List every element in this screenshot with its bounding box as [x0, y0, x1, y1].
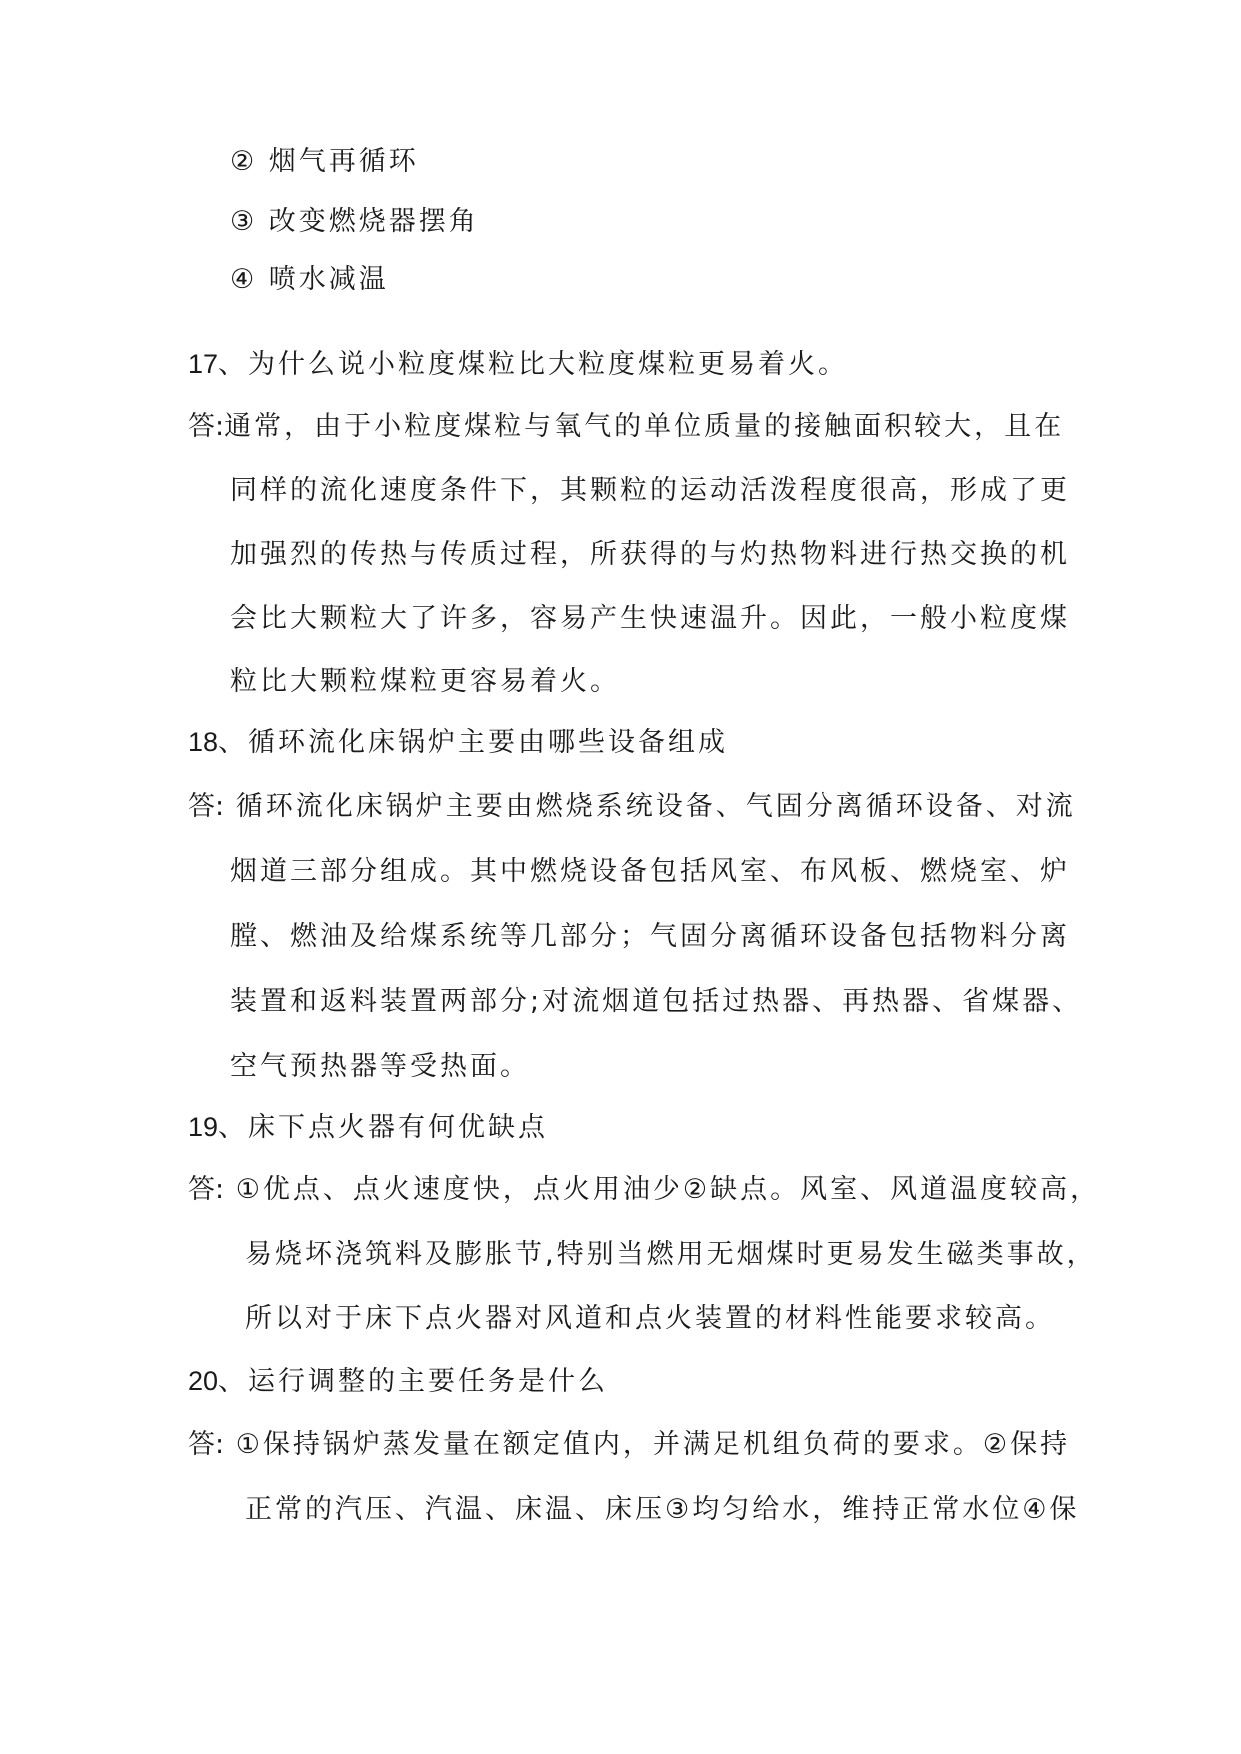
answer-prefix: 答:	[188, 791, 225, 822]
answer-line: 会比大颗粒大了许多，容易产生快速温升。因此，一般小粒度煤	[230, 603, 1070, 634]
question-number: 18	[188, 727, 219, 757]
answer-line: 加强烈的传热与传质过程，所获得的与灼热物料进行热交换的机	[230, 539, 1070, 570]
question-title: 、为什么说小粒度煤粒比大粒度煤粒更易着火。	[218, 349, 849, 380]
answer-line	[188, 1173, 1100, 1207]
question-number: 17	[188, 349, 219, 379]
question-heading	[188, 725, 728, 759]
answer-line	[188, 410, 1064, 444]
list-item: ② 烟气再循环	[230, 146, 419, 177]
question-heading	[188, 1364, 608, 1398]
answer-line: 易烧坏浇筑料及膨胀节,特别当燃用无烟煤时更易发生磁类事故，	[245, 1239, 1097, 1270]
answer-line: 正常的汽压、汽温、床温、床压③均匀给水，维持正常水位④保	[245, 1494, 1080, 1525]
answer-prefix: 答:	[188, 1174, 225, 1205]
question-heading	[188, 347, 848, 381]
question-heading	[188, 1110, 548, 1144]
answer-prefix: 答:	[188, 1429, 225, 1460]
answer-line: 膛、燃油及给煤系统等几部分；气固分离循环设备包括物料分离	[230, 921, 1070, 952]
answer-line: 所以对于床下点火器对风道和点火装置的材料性能要求较高。	[245, 1303, 1055, 1334]
question-title: 、床下点火器有何优缺点	[218, 1112, 549, 1143]
answer-line: 装置和返料装置两部分;对流烟道包括过热器、再热器、省煤器、	[230, 986, 1083, 1017]
answer-line: 粒比大颗粒煤粒更容易着火。	[230, 666, 620, 697]
answer-line: 烟道三部分组成。其中燃烧设备包括风室、布风板、燃烧室、炉	[230, 856, 1070, 887]
question-title: 、运行调整的主要任务是什么	[218, 1366, 609, 1397]
question-number: 19	[188, 1112, 219, 1142]
answer-line	[188, 790, 1076, 824]
question-number: 20	[188, 1366, 219, 1396]
answer-text: ①保持锅炉蒸发量在额定值内，并满足机组负荷的要求。②保持	[235, 1429, 1071, 1460]
answer-line	[188, 1428, 1070, 1462]
list-item: ④ 喷水减温	[230, 264, 389, 295]
answer-text: 循环流化床锅炉主要由燃烧系统设备、气固分离循环设备、对流	[235, 791, 1076, 822]
answer-text: 通常，由于小粒度煤粒与氧气的单位质量的接触面积较大，且在	[224, 411, 1065, 442]
list-item: ③ 改变燃烧器摆角	[230, 206, 479, 237]
answer-prefix: 答:	[188, 411, 225, 442]
answer-line: 空气预热器等受热面。	[230, 1051, 530, 1082]
answer-text: ①优点、点火速度快，点火用油少②缺点。风室、风道温度较高，	[235, 1174, 1101, 1205]
question-title: 、循环流化床锅炉主要由哪些设备组成	[218, 727, 729, 758]
answer-line: 同样的流化速度条件下，其颗粒的运动活泼程度很高，形成了更	[230, 475, 1070, 506]
